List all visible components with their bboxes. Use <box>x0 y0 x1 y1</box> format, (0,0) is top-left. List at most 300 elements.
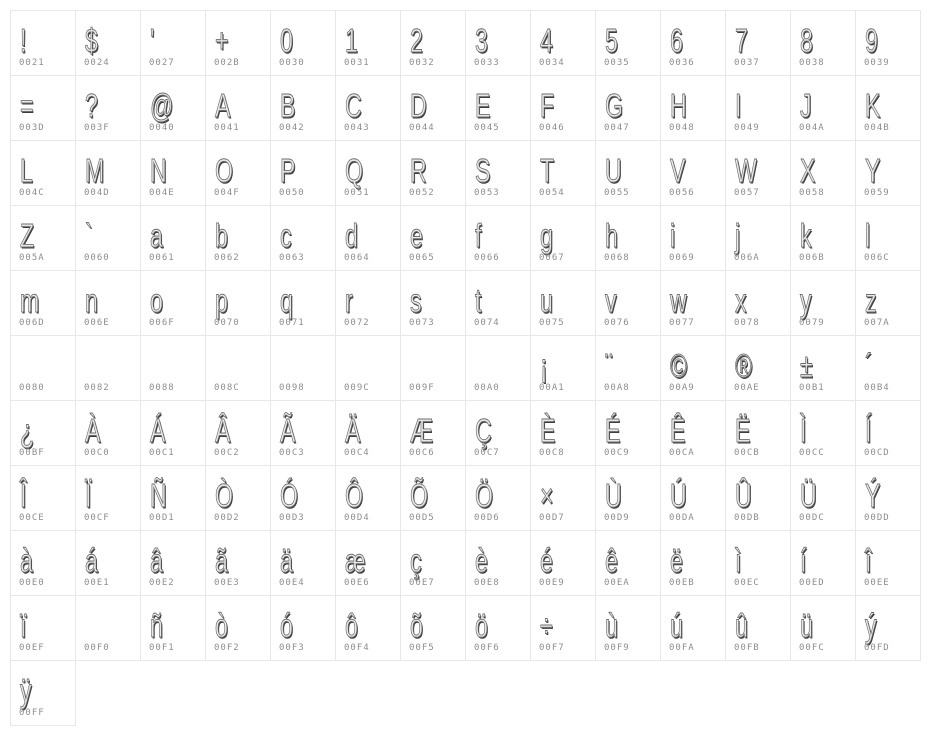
glyph-cell <box>596 11 661 76</box>
glyph-preview: Ñ <box>150 477 167 514</box>
glyph-cell <box>791 336 856 401</box>
glyph-preview: è <box>475 542 488 579</box>
glyph-cell <box>336 206 401 271</box>
glyph-cell <box>141 11 206 76</box>
codepoint-label: 0036 <box>669 58 695 68</box>
glyph-cell <box>76 466 141 531</box>
codepoint-label: 0032 <box>409 58 435 68</box>
codepoint-label: 0037 <box>734 58 760 68</box>
codepoint-label: 00F9 <box>604 643 630 653</box>
codepoint-label: 004F <box>214 188 240 198</box>
codepoint-label: 00D1 <box>149 513 175 523</box>
codepoint-label: 009C <box>344 383 370 393</box>
codepoint-label: 0088 <box>149 383 175 393</box>
glyph-cell <box>596 531 661 596</box>
glyph-preview: w <box>670 282 687 319</box>
codepoint-label: 00CB <box>734 448 760 458</box>
glyph-preview: ù <box>605 607 618 644</box>
glyph-cell <box>726 531 791 596</box>
codepoint-label: 00D6 <box>474 513 500 523</box>
glyph-preview: d <box>345 217 358 254</box>
glyph-preview: ê <box>605 542 618 579</box>
glyph-cell <box>336 336 401 401</box>
codepoint-label: 004E <box>149 188 175 198</box>
glyph-cell <box>11 401 76 466</box>
glyph-cell <box>726 466 791 531</box>
glyph-cell <box>141 206 206 271</box>
glyph-cell <box>791 76 856 141</box>
glyph-cell <box>401 596 466 661</box>
glyph-cell <box>271 141 336 206</box>
codepoint-label: 00F2 <box>214 643 240 653</box>
glyph-preview: 7 <box>735 22 748 59</box>
codepoint-label: 007A <box>864 318 890 328</box>
codepoint-label: 00E3 <box>214 578 240 588</box>
codepoint-label: 0060 <box>84 253 110 263</box>
glyph-preview: G <box>605 87 623 124</box>
codepoint-label: 0080 <box>19 383 45 393</box>
codepoint-label: 0040 <box>149 123 175 133</box>
glyph-preview: K <box>865 87 881 124</box>
codepoint-label: 00D9 <box>604 513 630 523</box>
codepoint-label: 0076 <box>604 318 630 328</box>
glyph-cell <box>531 141 596 206</box>
codepoint-label: 0046 <box>539 123 565 133</box>
glyph-preview: Y <box>865 152 881 189</box>
glyph-cell <box>206 206 271 271</box>
codepoint-label: 00A9 <box>669 383 695 393</box>
glyph-cell <box>11 206 76 271</box>
codepoint-label: 0082 <box>84 383 110 393</box>
glyph-preview: Ü <box>800 477 817 514</box>
glyph-preview: ä <box>280 542 293 579</box>
glyph-cell <box>401 401 466 466</box>
glyph-cell <box>401 531 466 596</box>
codepoint-label: 002B <box>214 58 240 68</box>
character-map-grid <box>10 10 921 726</box>
glyph-preview: R <box>410 152 427 189</box>
glyph-cell <box>791 11 856 76</box>
codepoint-label: 00E2 <box>149 578 175 588</box>
glyph-cell <box>531 596 596 661</box>
glyph-preview: Ç <box>475 412 492 449</box>
codepoint-label: 00F0 <box>84 643 110 653</box>
glyph-cell <box>141 271 206 336</box>
codepoint-label: 0031 <box>344 58 370 68</box>
glyph-cell <box>271 271 336 336</box>
glyph-preview: î <box>865 542 872 579</box>
glyph-preview: o <box>150 282 163 319</box>
glyph-preview: © <box>670 347 688 384</box>
glyph-cell <box>76 596 141 661</box>
glyph-preview: Ò <box>215 477 233 514</box>
glyph-preview: L <box>20 152 33 189</box>
codepoint-label: 00D5 <box>409 513 435 523</box>
glyph-preview: N <box>150 152 167 189</box>
glyph-preview: Z <box>20 217 35 254</box>
glyph-preview: ý <box>865 607 877 644</box>
glyph-cell <box>76 401 141 466</box>
glyph-cell <box>11 76 76 141</box>
glyph-preview: I <box>735 87 742 124</box>
codepoint-label: 0057 <box>734 188 760 198</box>
glyph-preview: ¿ <box>20 412 35 449</box>
codepoint-label: 006A <box>734 253 760 263</box>
glyph-preview: F <box>540 87 555 124</box>
glyph-preview: Ë <box>735 412 751 449</box>
glyph-cell <box>726 271 791 336</box>
codepoint-label: 008C <box>214 383 240 393</box>
codepoint-label: 0054 <box>539 188 565 198</box>
codepoint-label: 0055 <box>604 188 630 198</box>
codepoint-label: 0021 <box>19 58 45 68</box>
glyph-preview: ô <box>345 607 358 644</box>
codepoint-label: 003F <box>84 123 110 133</box>
glyph-cell <box>336 466 401 531</box>
codepoint-label: 0074 <box>474 318 500 328</box>
codepoint-label: 00CF <box>84 513 110 523</box>
glyph-cell <box>791 596 856 661</box>
codepoint-label: 00D4 <box>344 513 370 523</box>
codepoint-label: 00E9 <box>539 578 565 588</box>
glyph-preview: E <box>475 87 491 124</box>
glyph-cell <box>11 596 76 661</box>
glyph-preview: ò <box>215 607 228 644</box>
codepoint-label: 00FA <box>669 643 695 653</box>
glyph-preview: Q <box>345 152 363 189</box>
glyph-preview: $ <box>85 22 98 59</box>
codepoint-label: 006E <box>84 318 110 328</box>
glyph-cell <box>856 336 921 401</box>
glyph-preview: s <box>410 282 422 319</box>
codepoint-label: 00E7 <box>409 578 435 588</box>
glyph-preview: 3 <box>475 22 488 59</box>
codepoint-label: 0041 <box>214 123 240 133</box>
glyph-preview: g <box>540 217 553 254</box>
glyph-preview: B <box>280 87 296 124</box>
glyph-preview: t <box>475 282 482 319</box>
glyph-cell <box>661 76 726 141</box>
codepoint-label: 00EA <box>604 578 630 588</box>
glyph-cell <box>856 271 921 336</box>
glyph-cell <box>791 271 856 336</box>
glyph-cell <box>11 466 76 531</box>
glyph-cell <box>401 11 466 76</box>
glyph-cell <box>466 271 531 336</box>
glyph-preview: Ã <box>280 412 296 449</box>
codepoint-label: 0050 <box>279 188 305 198</box>
glyph-cell <box>661 531 726 596</box>
glyph-cell <box>726 141 791 206</box>
codepoint-label: 0035 <box>604 58 630 68</box>
glyph-cell <box>206 531 271 596</box>
glyph-preview: É <box>605 412 621 449</box>
codepoint-label: 00DA <box>669 513 695 523</box>
codepoint-label: 00C8 <box>539 448 565 458</box>
codepoint-label: 00D2 <box>214 513 240 523</box>
glyph-cell <box>466 401 531 466</box>
codepoint-label: 009F <box>409 383 435 393</box>
glyph-cell <box>76 11 141 76</box>
glyph-cell <box>726 401 791 466</box>
codepoint-label: 0052 <box>409 188 435 198</box>
codepoint-label: 00F7 <box>539 643 565 653</box>
glyph-cell <box>856 401 921 466</box>
glyph-preview: ï <box>20 607 27 644</box>
glyph-cell <box>791 531 856 596</box>
glyph-preview: + <box>215 22 229 59</box>
glyph-cell <box>141 531 206 596</box>
codepoint-label: 004D <box>84 188 110 198</box>
glyph-preview: m <box>20 282 40 319</box>
codepoint-label: 00C0 <box>84 448 110 458</box>
glyph-cell <box>596 206 661 271</box>
codepoint-label: 0075 <box>539 318 565 328</box>
glyph-cell <box>661 206 726 271</box>
glyph-preview: ± <box>800 347 813 384</box>
glyph-cell <box>726 11 791 76</box>
codepoint-label: 0043 <box>344 123 370 133</box>
codepoint-label: 0065 <box>409 253 435 263</box>
glyph-preview: M <box>85 152 105 189</box>
glyph-preview: Ì <box>800 412 807 449</box>
glyph-preview: x <box>735 282 747 319</box>
codepoint-label: 0047 <box>604 123 630 133</box>
glyph-cell <box>466 76 531 141</box>
glyph-cell <box>856 76 921 141</box>
glyph-preview: 2 <box>410 22 423 59</box>
codepoint-label: 00FC <box>799 643 825 653</box>
glyph-cell <box>271 11 336 76</box>
glyph-cell <box>401 336 466 401</box>
glyph-preview: æ <box>345 542 366 579</box>
glyph-cell <box>271 336 336 401</box>
glyph-cell <box>401 141 466 206</box>
glyph-cell <box>206 11 271 76</box>
codepoint-label: 00A8 <box>604 383 630 393</box>
glyph-preview: c <box>280 217 292 254</box>
glyph-cell <box>76 271 141 336</box>
glyph-preview: ' <box>150 22 155 59</box>
glyph-cell <box>791 401 856 466</box>
codepoint-label: 0051 <box>344 188 370 198</box>
codepoint-label: 00C6 <box>409 448 435 458</box>
glyph-cell <box>596 76 661 141</box>
glyph-preview: z <box>865 282 877 319</box>
glyph-preview: ` <box>85 217 93 254</box>
glyph-cell <box>141 336 206 401</box>
codepoint-label: 006C <box>864 253 890 263</box>
glyph-preview: ñ <box>150 607 163 644</box>
glyph-cell <box>531 76 596 141</box>
glyph-preview: Æ <box>410 412 434 449</box>
glyph-cell <box>856 466 921 531</box>
glyph-preview: Õ <box>410 477 428 514</box>
glyph-cell <box>596 141 661 206</box>
glyph-preview: Ó <box>280 477 298 514</box>
codepoint-label: 0070 <box>214 318 240 328</box>
glyph-cell <box>336 401 401 466</box>
glyph-preview: a <box>150 217 163 254</box>
glyph-cell <box>726 336 791 401</box>
glyph-preview: Û <box>735 477 752 514</box>
codepoint-label: 0073 <box>409 318 435 328</box>
codepoint-label: 00DB <box>734 513 760 523</box>
glyph-cell <box>11 336 76 401</box>
glyph-preview: Ú <box>670 477 687 514</box>
glyph-preview: ÷ <box>540 607 553 644</box>
glyph-preview: l <box>865 217 871 254</box>
glyph-preview: X <box>800 152 816 189</box>
codepoint-label: 0048 <box>669 123 695 133</box>
glyph-preview: ¨ <box>605 347 613 384</box>
glyph-preview: Á <box>150 412 166 449</box>
glyph-preview: ç <box>410 542 422 579</box>
codepoint-label: 00E8 <box>474 578 500 588</box>
glyph-preview: 8 <box>800 22 813 59</box>
codepoint-label: 00F4 <box>344 643 370 653</box>
glyph-preview: â <box>150 542 163 579</box>
glyph-preview: u <box>540 282 553 319</box>
codepoint-label: 0062 <box>214 253 240 263</box>
glyph-preview: Ô <box>345 477 363 514</box>
glyph-preview: p <box>215 282 228 319</box>
glyph-preview: V <box>670 152 686 189</box>
glyph-cell <box>271 466 336 531</box>
codepoint-label: 00ED <box>799 578 825 588</box>
glyph-cell <box>466 531 531 596</box>
glyph-cell <box>206 596 271 661</box>
glyph-preview: 6 <box>670 22 683 59</box>
glyph-cell <box>531 271 596 336</box>
codepoint-label: 0066 <box>474 253 500 263</box>
glyph-cell <box>661 141 726 206</box>
glyph-cell <box>141 401 206 466</box>
glyph-cell <box>11 11 76 76</box>
codepoint-label: 00CC <box>799 448 825 458</box>
glyph-cell <box>531 206 596 271</box>
glyph-cell <box>661 336 726 401</box>
glyph-cell <box>726 596 791 661</box>
glyph-preview: j <box>735 217 741 254</box>
codepoint-label: 0042 <box>279 123 305 133</box>
glyph-cell <box>596 401 661 466</box>
codepoint-label: 0072 <box>344 318 370 328</box>
glyph-cell <box>271 401 336 466</box>
codepoint-label: 006F <box>149 318 175 328</box>
glyph-cell <box>206 466 271 531</box>
codepoint-label: 00E4 <box>279 578 305 588</box>
codepoint-label: 0098 <box>279 383 305 393</box>
glyph-cell <box>206 271 271 336</box>
glyph-cell <box>856 206 921 271</box>
glyph-cell <box>206 401 271 466</box>
codepoint-label: 00F1 <box>149 643 175 653</box>
glyph-preview: Í <box>865 412 872 449</box>
codepoint-label: 00C7 <box>474 448 500 458</box>
glyph-cell <box>336 141 401 206</box>
glyph-preview: y <box>800 282 812 319</box>
glyph-cell <box>466 466 531 531</box>
glyph-preview: Ê <box>670 412 686 449</box>
glyph-cell <box>856 11 921 76</box>
glyph-preview: í <box>800 542 807 579</box>
glyph-cell <box>76 336 141 401</box>
glyph-preview: J <box>800 87 812 124</box>
glyph-cell <box>76 76 141 141</box>
glyph-preview: 0 <box>280 22 293 59</box>
glyph-preview: á <box>85 542 98 579</box>
glyph-cell <box>336 11 401 76</box>
codepoint-label: 00BF <box>19 448 45 458</box>
codepoint-label: 00EF <box>19 643 45 653</box>
codepoint-label: 00C9 <box>604 448 630 458</box>
codepoint-label: 00D7 <box>539 513 565 523</box>
glyph-preview: f <box>475 217 482 254</box>
codepoint-label: 00F3 <box>279 643 305 653</box>
glyph-cell <box>11 271 76 336</box>
glyph-cell <box>531 466 596 531</box>
codepoint-label: 00EB <box>669 578 695 588</box>
glyph-preview: 4 <box>540 22 553 59</box>
glyph-cell <box>596 596 661 661</box>
codepoint-label: 00EE <box>864 578 890 588</box>
glyph-cell <box>11 141 76 206</box>
codepoint-label: 0078 <box>734 318 760 328</box>
glyph-cell <box>206 141 271 206</box>
glyph-preview: 5 <box>605 22 618 59</box>
glyph-cell <box>141 141 206 206</box>
codepoint-label: 00C2 <box>214 448 240 458</box>
codepoint-label: 00E6 <box>344 578 370 588</box>
glyph-preview: @ <box>150 87 174 124</box>
codepoint-label: 0044 <box>409 123 435 133</box>
glyph-preview: D <box>410 87 427 124</box>
codepoint-label: 005A <box>19 253 45 263</box>
codepoint-label: 00CD <box>864 448 890 458</box>
codepoint-label: 00CE <box>19 513 45 523</box>
glyph-preview: n <box>85 282 98 319</box>
glyph-preview: Ý <box>865 477 881 514</box>
glyph-cell <box>271 206 336 271</box>
codepoint-label: 0034 <box>539 58 565 68</box>
codepoint-label: 00C3 <box>279 448 305 458</box>
glyph-preview: × <box>540 477 554 514</box>
glyph-cell <box>336 531 401 596</box>
glyph-preview: v <box>605 282 617 319</box>
codepoint-label: 0079 <box>799 318 825 328</box>
codepoint-label: 0063 <box>279 253 305 263</box>
glyph-cell <box>856 596 921 661</box>
glyph-preview: W <box>735 152 757 189</box>
glyph-cell <box>466 596 531 661</box>
glyph-preview: P <box>280 152 296 189</box>
glyph-preview: À <box>85 412 101 449</box>
codepoint-label: 0067 <box>539 253 565 263</box>
glyph-preview: ¡ <box>540 347 548 384</box>
glyph-preview: Ù <box>605 477 622 514</box>
glyph-cell <box>466 206 531 271</box>
codepoint-label: 0027 <box>149 58 175 68</box>
codepoint-label: 003D <box>19 123 45 133</box>
codepoint-label: 004B <box>864 123 890 133</box>
codepoint-label: 0068 <box>604 253 630 263</box>
glyph-cell <box>271 596 336 661</box>
glyph-cell <box>791 466 856 531</box>
codepoint-label: 0030 <box>279 58 305 68</box>
codepoint-label: 00FF <box>19 708 45 718</box>
glyph-preview: = <box>20 87 34 124</box>
